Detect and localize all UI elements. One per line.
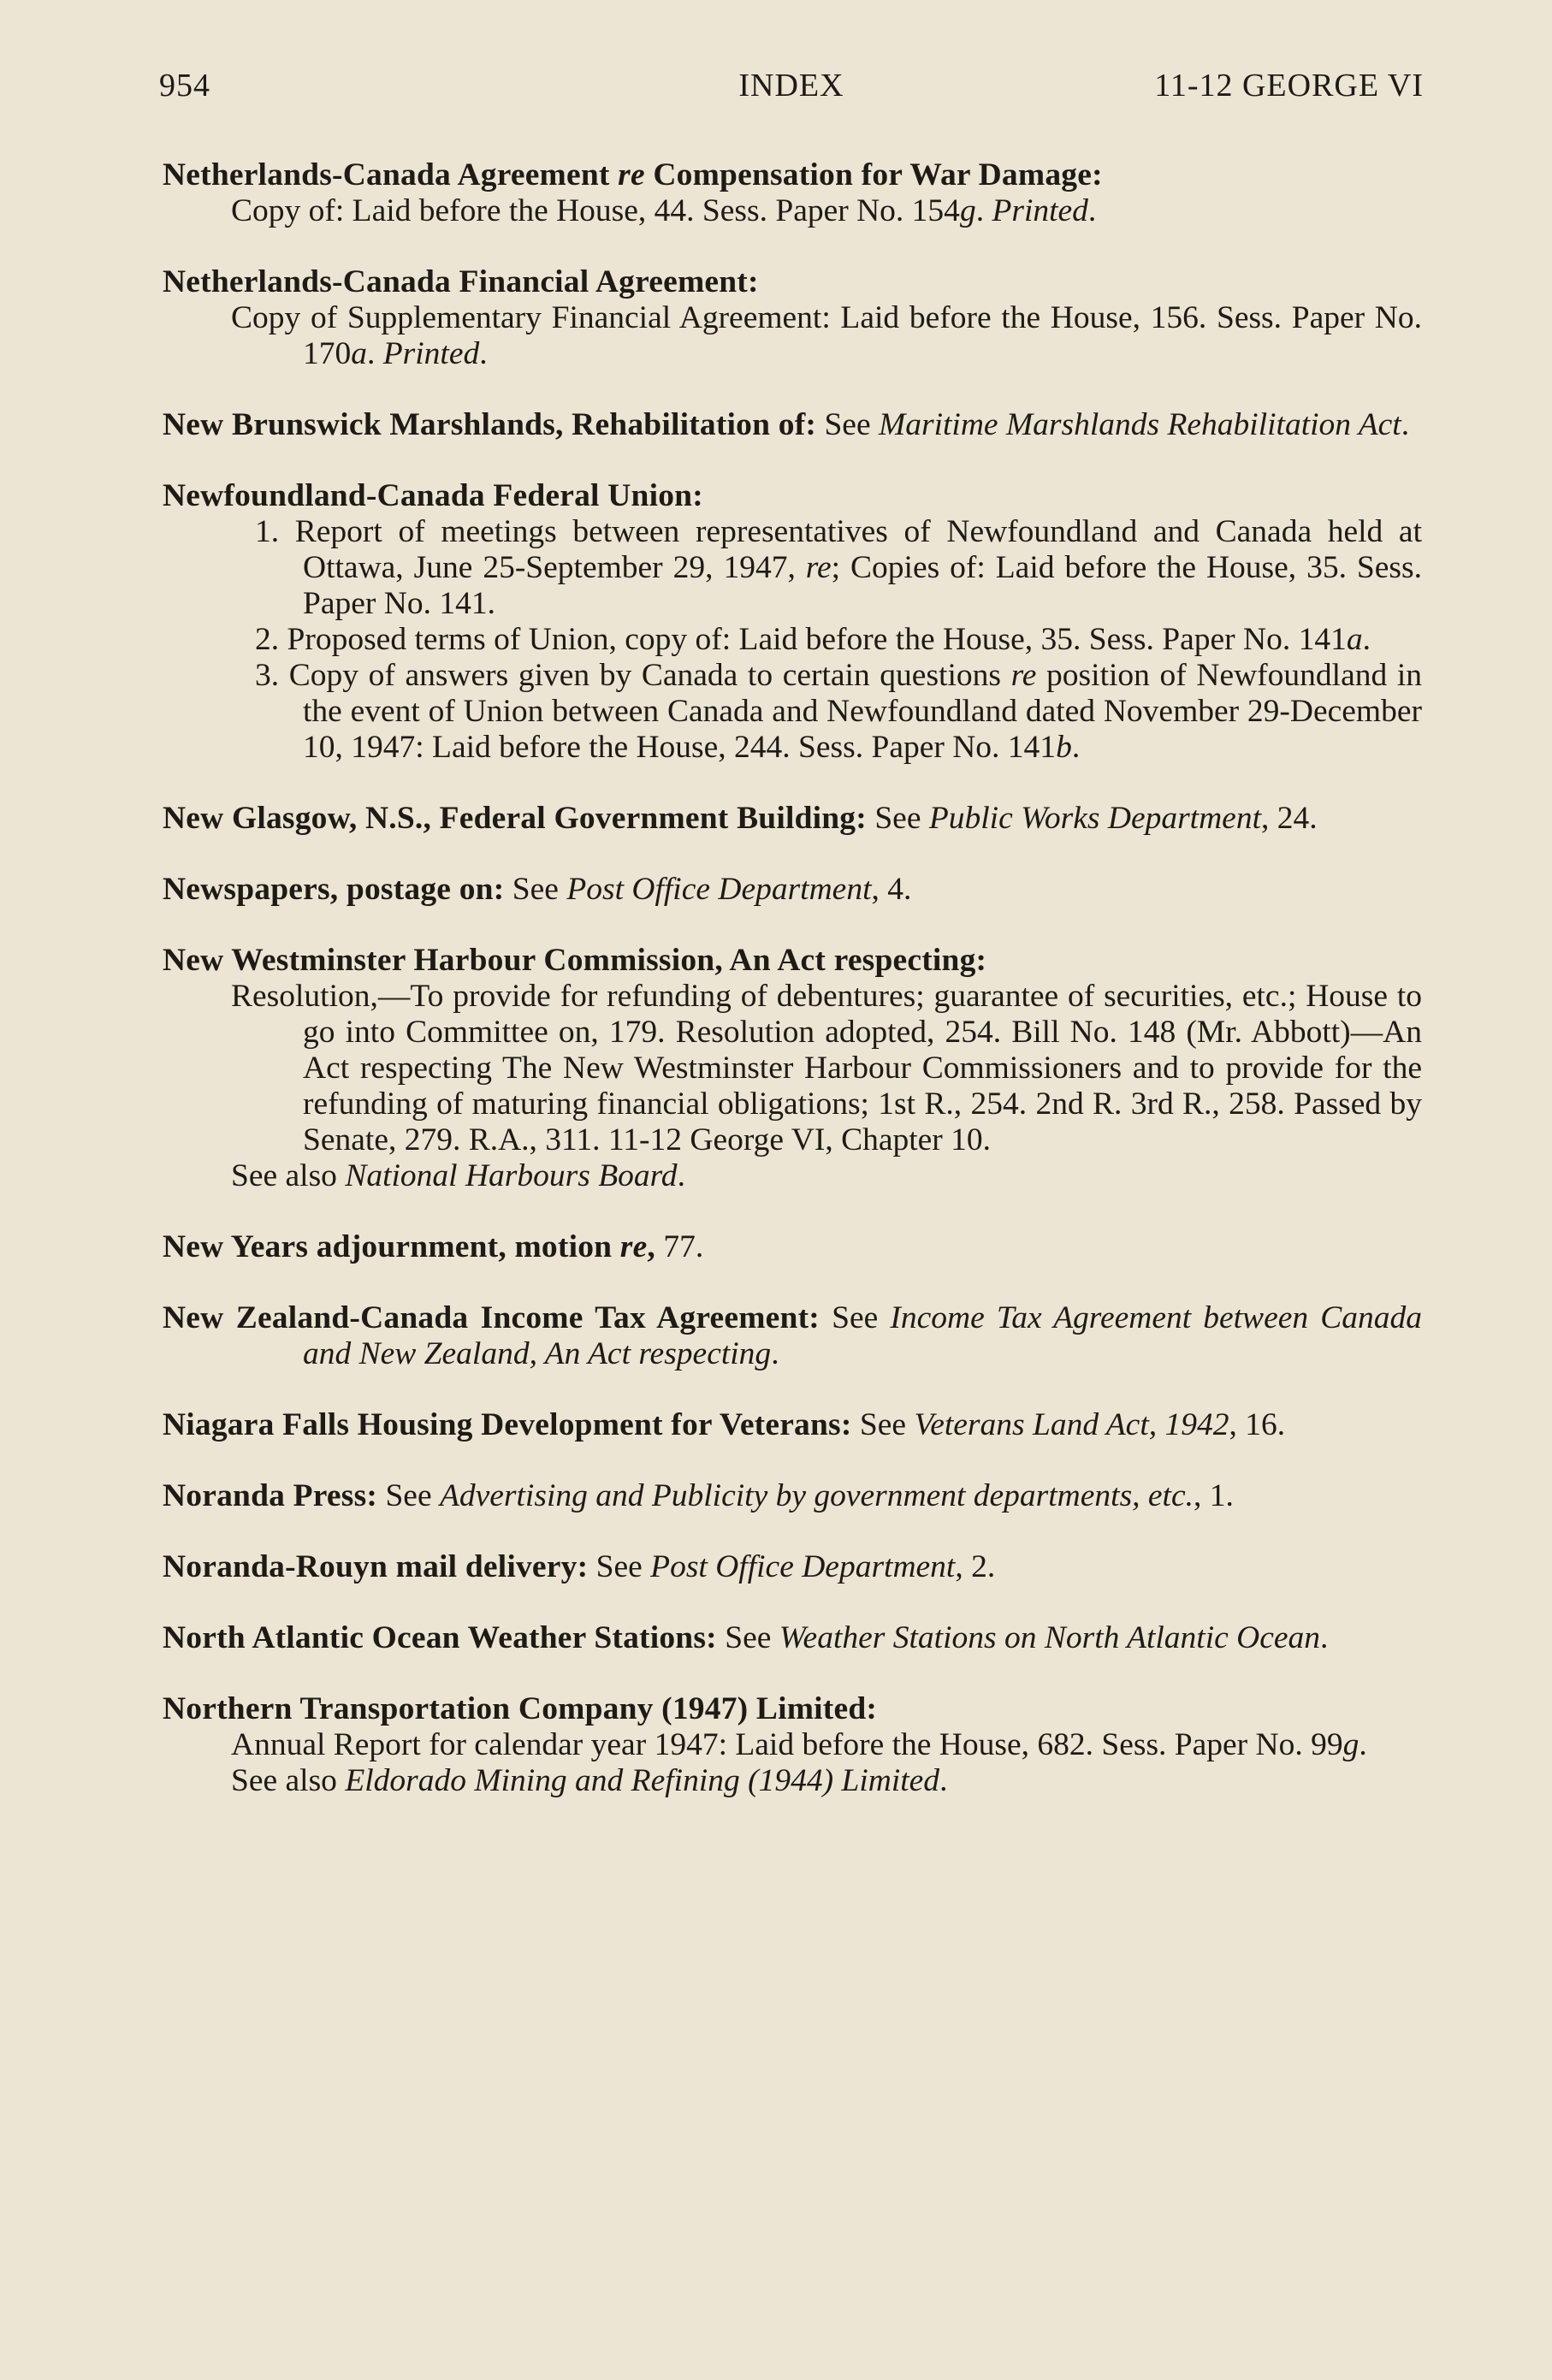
entry-subentry: See also Eldorado Mining and Refining (1944) Limited. bbox=[231, 1763, 948, 1798]
entry-heading: Newfoundland-Canada Federal Union: bbox=[163, 478, 703, 513]
index-entry bbox=[163, 1407, 1422, 1443]
entry-subentry: Copy of: Laid before the House, 44. Sess. Paper No. 154g. Printed. bbox=[231, 193, 1097, 228]
item-number: 3. bbox=[255, 658, 280, 693]
entry-heading: New Glasgow, N.S., Federal Government Building: bbox=[163, 801, 867, 836]
entry-heading: Noranda-Rouyn mail delivery: bbox=[163, 1549, 589, 1584]
entry-reference: See Maritime Marshlands Rehabilitation Act. bbox=[824, 407, 1410, 442]
index-entry bbox=[163, 801, 1422, 837]
item-number: 1. bbox=[255, 514, 280, 549]
item-number: 2. bbox=[255, 622, 280, 657]
index-entry bbox=[163, 872, 1422, 908]
entry-heading: New Brunswick Marshlands, Rehabilitation of: bbox=[163, 407, 817, 442]
index-entry bbox=[163, 478, 1422, 766]
session-label: 11-12 GEORGE VI bbox=[1154, 68, 1424, 104]
entry-subentry: Copy of Supplementary Financial Agreement: Laid before the House, 156. Sess. Paper No. 170a. Printed. bbox=[231, 300, 1422, 371]
index-entry bbox=[163, 264, 1422, 372]
index-entry bbox=[163, 1478, 1422, 1514]
page-header bbox=[159, 67, 1424, 115]
entry-reference: See Weather Stations on North Atlantic Ocean. bbox=[725, 1620, 1329, 1655]
index-entry bbox=[163, 943, 1422, 1194]
page-number: 954 bbox=[159, 68, 210, 104]
entry-subentry: Annual Report for calendar year 1947: Laid before the House, 682. Sess. Paper No. 99g. bbox=[231, 1727, 1367, 1762]
entry-heading: Netherlands-Canada Financial Agreement: bbox=[163, 264, 759, 299]
page-title: INDEX bbox=[738, 68, 844, 104]
entry-heading: Northern Transportation Company (1947) Limited: bbox=[163, 1691, 878, 1726]
entry-numbered-item bbox=[163, 658, 1422, 766]
index-entry bbox=[163, 1229, 1422, 1265]
entry-reference: See Post Office Department, 4. bbox=[512, 872, 912, 907]
index-entry bbox=[163, 1549, 1422, 1585]
entry-heading: Netherlands-Canada Agreement re Compensation for War Damage: bbox=[163, 157, 1103, 192]
entry-heading: North Atlantic Ocean Weather Stations: bbox=[163, 1620, 717, 1655]
item-text: Copy of answers given by Canada to certain questions re position of Newfoundland in the event of Union between Canada and Newfoundland dated November 29-December 10, 1947: Laid before the House, 244. Sess. Paper No. 141b. bbox=[288, 658, 1422, 765]
entry-numbered-item bbox=[163, 622, 1422, 658]
index-entry bbox=[163, 1620, 1422, 1656]
index-entry bbox=[163, 407, 1422, 443]
entry-reference: See Income Tax Agreement between Canada and New Zealand, An Act respecting. bbox=[303, 1300, 1422, 1371]
entry-reference: See Public Works Department, 24. bbox=[874, 801, 1318, 836]
entry-heading: New Zealand-Canada Income Tax Agreement: bbox=[163, 1300, 820, 1335]
index-entry bbox=[163, 1300, 1422, 1372]
entry-heading: New Years adjournment, motion re, bbox=[163, 1229, 655, 1264]
index-entry bbox=[163, 1691, 1422, 1799]
entry-heading: Noranda Press: bbox=[163, 1478, 378, 1513]
entry-reference: 77. bbox=[663, 1229, 704, 1264]
entry-reference: See Post Office Department, 2. bbox=[595, 1549, 996, 1584]
item-text: Proposed terms of Union, copy of: Laid before the House, 35. Sess. Paper No. 141a. bbox=[287, 622, 1371, 657]
index-entry bbox=[163, 157, 1422, 229]
entry-subentry: See also National Harbours Board. bbox=[231, 1158, 685, 1193]
entry-subentry: Resolution,—To provide for refunding of debentures; guarantee of securities, etc.; House to go into Committee on, 179. Resolution adopted, 254. Bill No. 148 (Mr. Abbott)—An Act respecting The New Westminster Harbour Commissioners and to provide for the refunding of maturing financial obligations; 1st R., 254. 2nd R. 3rd R., 258. Passed by Senate, 279. R.A., 311. 11-12 George VI, Chapter 10. bbox=[231, 979, 1422, 1157]
index-entries bbox=[163, 157, 1422, 1834]
entry-heading: Niagara Falls Housing Development for Veterans: bbox=[163, 1407, 852, 1442]
item-text: Report of meetings between representatives of Newfoundland and Canada held at Ottawa, June 25-September 29, 1947, re; Copies of: Laid before the House, 35. Sess. Paper No. 141. bbox=[294, 514, 1422, 621]
entry-reference: See Advertising and Publicity by government departments, etc., 1. bbox=[385, 1478, 1234, 1513]
entry-numbered-item bbox=[163, 514, 1422, 622]
entry-reference: See Veterans Land Act, 1942, 16. bbox=[859, 1407, 1286, 1442]
entry-heading: New Westminster Harbour Commission, An Act respecting: bbox=[163, 943, 987, 978]
entry-heading: Newspapers, postage on: bbox=[163, 872, 505, 907]
